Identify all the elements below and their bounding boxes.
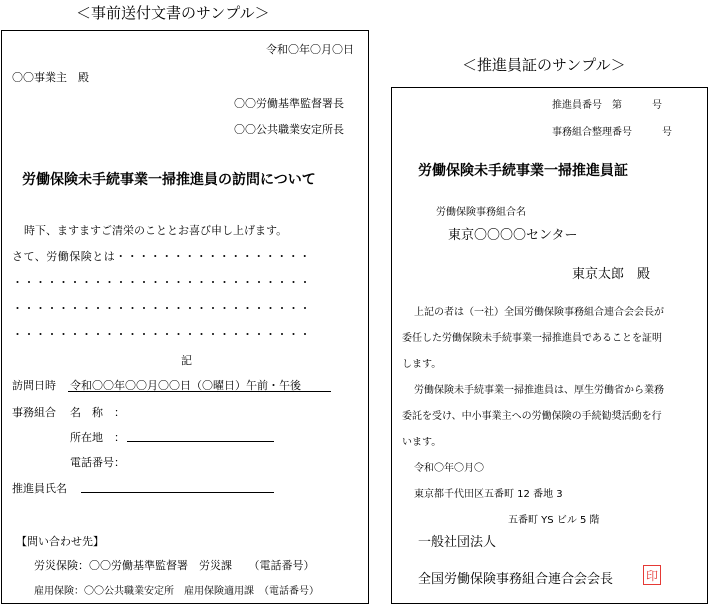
visit-value: 令和〇〇年〇〇月〇〇日（〇曜日）午前・午後	[70, 379, 301, 392]
address-line-2: 五番町 YS ビル 5 階	[508, 515, 600, 526]
ki-heading: 記	[181, 354, 192, 367]
sender-employment-office: 〇〇公共職業安定所長	[234, 123, 344, 136]
cert-body-line-4: 労働保険未手続事業一掃推進員は、厚生労働省から業務	[414, 385, 664, 396]
contact-employment-insurance: 雇用保険：〇〇公共職業安定所 雇用保険適用課 （電話番号）	[34, 586, 319, 597]
advance-notice-document	[1, 30, 369, 604]
cert-body-line-3: します。	[402, 359, 442, 370]
org-name-label: 名 称 ：	[70, 406, 125, 419]
association-label: 労働保険事務組合名	[436, 207, 526, 218]
right-caption: ＜推進員証のサンプル＞	[462, 56, 626, 74]
document-title: 労働保険未手続事業一掃推進員の訪問について	[22, 172, 316, 188]
promoter-number: 推進員番号 第 号	[552, 100, 662, 111]
org-phone-label: 電話番号：	[70, 456, 125, 469]
address-underline	[127, 441, 274, 442]
sender-labor-standards: 〇〇労働基準監督署長	[234, 97, 344, 110]
visit-label: 訪問日時	[12, 379, 56, 392]
left-caption: ＜事前送付文書のサンプル＞	[76, 4, 270, 22]
promoter-underline	[81, 492, 274, 493]
body-line-4: ・・・・・・・・・・・・・・・・・・・・・・・・・・	[12, 328, 311, 341]
document-date: 令和〇年〇月〇日	[266, 43, 354, 56]
greeting: 時下、ますますご清栄のこととお喜び申し上げます。	[24, 224, 288, 237]
promoter-certificate	[391, 87, 708, 604]
body-line-3: ・・・・・・・・・・・・・・・・・・・・・・・・・・	[12, 302, 311, 315]
certificate-title: 労働保険未手続事業一掃推進員証	[418, 163, 628, 179]
registration-number: 事務組合整理番号 号	[552, 127, 672, 138]
org-address-label: 所在地 ：	[70, 431, 125, 444]
org-label: 事務組合	[12, 406, 56, 419]
cert-body-line-2: 委任した労働保険未手続事業一掃推進員であることを証明	[402, 333, 662, 344]
cert-body-line-5: 委託を受け、中小事業主への労働保険の手続勧奨活動を行	[402, 411, 662, 422]
addressee: 〇〇事業主 殿	[12, 71, 89, 84]
seal-stamp: 印	[643, 565, 661, 585]
association-name: 東京〇〇〇〇センター	[448, 228, 578, 243]
cert-body-line-1: 上記の者は（一社）全国労働保険事務組合連合会会長が	[414, 307, 664, 318]
promoter-label: 推進員氏名	[12, 482, 67, 495]
cert-body-line-6: います。	[402, 437, 442, 448]
body-line-1: さて、労働保険とは・・・・・・・・・・・・・・・・・	[12, 250, 311, 263]
body-line-2: ・・・・・・・・・・・・・・・・・・・・・・・・・・	[12, 276, 311, 289]
corporation-type: 一般社団法人	[418, 535, 497, 550]
visit-underline	[68, 391, 331, 392]
issuer-name: 全国労働保険事務組合連合会会長	[418, 572, 614, 587]
address-line-1: 東京都千代田区五番町 12 番地 3	[414, 489, 563, 500]
person-name: 東京太郎 殿	[572, 267, 651, 282]
cert-date: 令和〇年〇月〇	[414, 463, 484, 474]
contact-header: 【問い合わせ先】	[16, 535, 104, 548]
contact-workers-comp: 労災保険：〇〇労働基準監督署 労災課 （電話番号）	[34, 559, 315, 572]
